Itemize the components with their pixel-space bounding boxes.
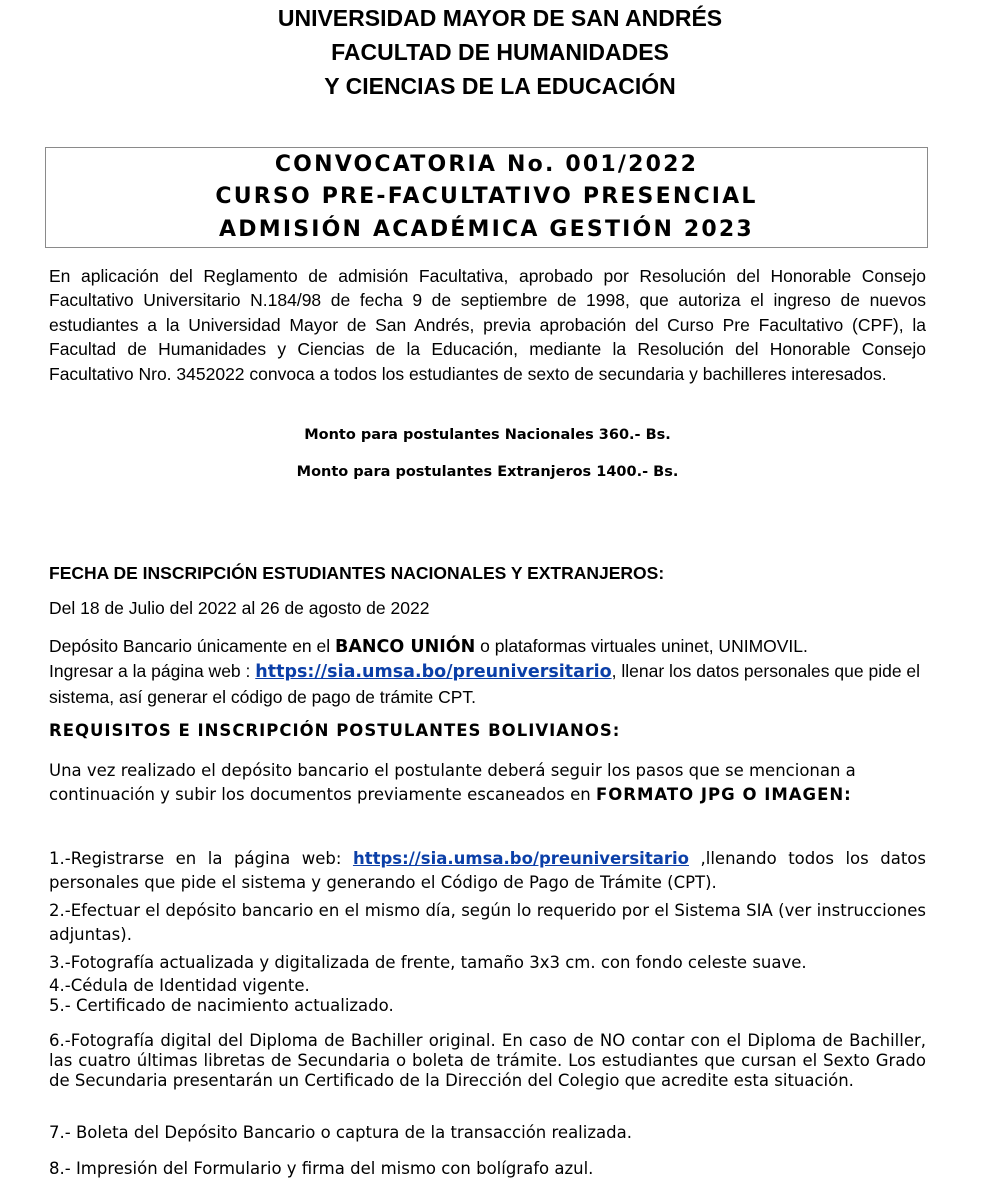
requirements-heading: REQUISITOS E INSCRIPCIÓN POSTULANTES BOLIVIANOS: — [49, 721, 621, 740]
requirement-item-4: 4.-Cédula de Identidad vigente. — [49, 976, 310, 995]
intro-paragraph: En aplicación del Reglamento de admisión Facultativa, aprobado por Resolución del Honorable Consejo Facultativo Universitario N.184/98 de fecha 9 de septiembre de 1998, que autoriza el ingreso de nuevos estudiantes a la Universidad Mayor de San Andrés, previa aprobación del Curso Pre Facultativo (CPF), la Facultad de Humanidades y Ciencias de la Educación, mediante la Resolución del Honorable Consejo Facultativo Nro. 3452022 convoca a todos los estudiantes de sexto de secundaria y bachilleres interesados. — [49, 266, 926, 384]
sia-link-2[interactable]: https://sia.umsa.bo/preuniversitario — [352, 849, 689, 868]
amount-foreigners: Monto para postulantes Extranjeros 1400.- Bs. — [296, 464, 679, 480]
requirements-intro-text: Una vez realizado el depósito bancario el postulante deberá seguir los pasos que se mencionan a continuación y subir los documentos previamente escaneados en — [49, 761, 856, 804]
convocatoria-title: CONVOCATORIA No. 001/2022 — [274, 152, 699, 177]
web-text-post: , llenar los datos personales que pide el sistema, así generar el código de pago de trámite CPT. — [49, 661, 921, 707]
requirement-item-8: 8.- Impresión del Formulario y firma del mismo con bolígrafo azul. — [49, 1159, 594, 1178]
requirement-item-3: 3.-Fotografía actualizada y digitalizada de frente, tamaño 3x3 cm. con fondo celeste suave. — [49, 953, 807, 972]
requirement-item-1 — [49, 847, 926, 894]
deposit-text: Depósito Bancario únicamente en el — [49, 636, 336, 656]
requirements-intro — [49, 759, 926, 806]
requirement-item-2: 2.-Efectuar el depósito bancario en el mismo día, según lo requerido por el Sistema SIA (ver instrucciones adjuntas). — [49, 901, 926, 944]
registration-dates: Del 18 de Julio del 2022 al 26 de agosto de 2022 — [49, 598, 430, 618]
faculty-name-cont: Y CIENCIAS DE LA EDUCACIÓN — [324, 73, 676, 99]
title-box — [45, 147, 928, 248]
requirement-item-1-text: 1.-Registrarse en la página web: — [49, 849, 353, 868]
requirement-item-1-post: ,llenando todos los datos personales que pide el sistema y generando el Código de Pago de Trámite (CPT). — [49, 849, 926, 892]
amount-nationals: Monto para postulantes Nacionales 360.- Bs. — [304, 427, 671, 443]
deposit-paragraph — [49, 634, 929, 709]
bank-name: BANCO UNIÓN — [335, 637, 476, 657]
requirement-item-6: 6.-Fotografía digital del Diploma de Bachiller original. En caso de NO contar con el Diploma de Bachiller, las cuatro últimas libretas de Secundaria o boleta de trámite. Los estudiantes que cursan el Sexto Grado de Secundaria presentarán un Certificado de la Dirección del Colegio que acredite esta situación. — [49, 1031, 926, 1090]
course-title: CURSO PRE-FACULTATIVO PRESENCIAL — [215, 184, 758, 209]
deposit-text-post: o plataformas virtuales uninet, UNIMOVIL. — [475, 636, 808, 656]
format-note: FORMATO JPG O IMAGEN: — [595, 784, 852, 804]
web-text: Ingresar a la página web : — [49, 661, 256, 682]
sia-link[interactable]: https://sia.umsa.bo/preuniversitario — [255, 662, 612, 683]
requirement-item-7: 7.- Boleta del Depósito Bancario o captura de la transacción realizada. — [49, 1123, 632, 1142]
requirement-item-5: 5.- Certificado de nacimiento actualizado. — [49, 996, 394, 1015]
university-name: UNIVERSIDAD MAYOR DE SAN ANDRÉS — [277, 5, 723, 31]
faculty-name: FACULTAD DE HUMANIDADES — [331, 39, 669, 65]
registration-date-heading: FECHA DE INSCRIPCIÓN ESTUDIANTES NACIONALES Y EXTRANJEROS: — [49, 563, 665, 583]
admission-title: ADMISIÓN ACADÉMICA GESTIÓN 2023 — [219, 217, 754, 242]
